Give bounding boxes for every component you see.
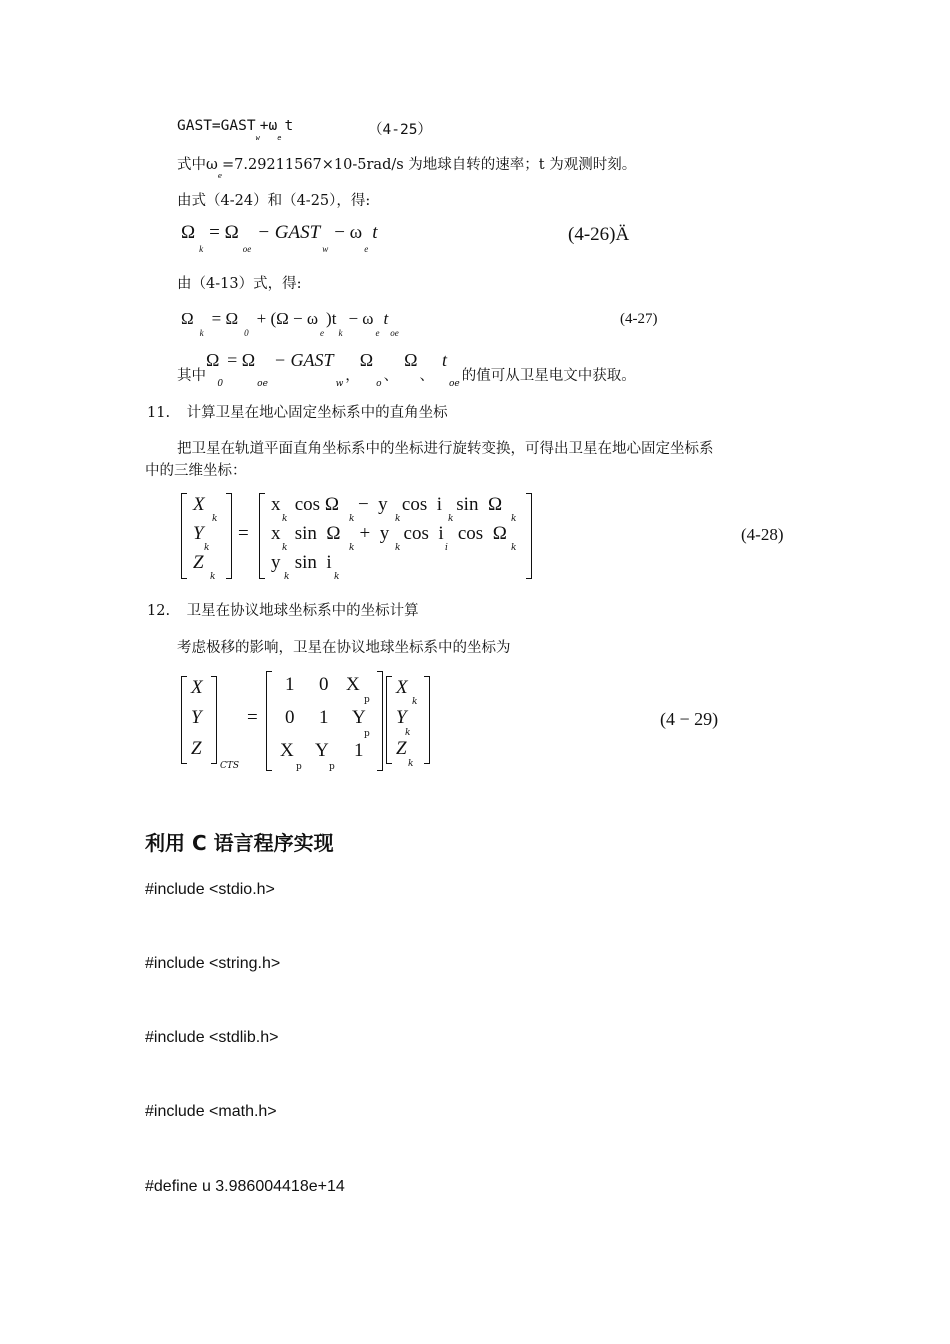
where-s-o1: 0 xyxy=(217,379,224,389)
eq-4-29-m11: 1 xyxy=(285,674,295,695)
eq-4-28-r3-sub1: k xyxy=(284,572,290,582)
eq-4-28-equals: = xyxy=(238,523,249,544)
eq-4-26 xyxy=(181,222,378,254)
eq-4-29-number: (4 − 29) xyxy=(660,709,719,729)
eq-4-28-r2-sub5: k xyxy=(511,543,517,553)
eq-4-28-vec-y-sub: k xyxy=(204,543,210,553)
item12-num: 12. xyxy=(147,603,171,619)
eq-4-29-m22: 1 xyxy=(319,707,329,728)
eq-4-25-number: （4-25） xyxy=(368,122,432,138)
eq-4-27-s4: k xyxy=(338,328,343,338)
eq-4-28-vec-z: Z xyxy=(193,552,204,573)
eq-4-27-p3: + (Ω − ω xyxy=(256,309,319,328)
code-line: #include <stdio.h> xyxy=(145,881,275,898)
eq-4-25-sub-w: w xyxy=(255,134,260,142)
where-o5: Ω xyxy=(404,350,418,370)
eq-4-29-vk-z-sub: k xyxy=(408,759,414,769)
eq-4-27-s2: 0 xyxy=(244,328,249,338)
item12-title: 卫星在协议地球坐标系中的坐标计算 xyxy=(186,603,419,619)
eq-4-28-vec-x: X xyxy=(193,494,205,515)
eq-4-28-vec-y: Y xyxy=(193,523,204,544)
where-line xyxy=(177,350,636,389)
where-o6: t xyxy=(441,350,447,370)
where-o1: Ω xyxy=(206,350,220,370)
eq-4-29-m32: Y xyxy=(315,740,329,761)
eq-4-28-row1: x cos Ω − y cos i sin Ω xyxy=(271,494,503,515)
item11-num: 11. xyxy=(147,405,171,421)
eq-4-29-m33: 1 xyxy=(354,740,364,761)
where-o2: = Ω xyxy=(227,350,256,370)
eq-4-26-rhs: = Ω xyxy=(209,222,239,243)
item12-para: 考虑极移的影响，卫星在协议地球坐标系中的坐标为 xyxy=(177,640,511,656)
eq-4-25-t: t xyxy=(284,118,294,134)
eq-4-28-vec-left-bracket xyxy=(181,493,187,579)
item11-heading xyxy=(147,401,448,422)
eq-4-26-number: (4-26)Ä xyxy=(568,224,630,245)
eq-4-29-cts: CTS xyxy=(220,761,240,771)
eq-4-29-m31-sub: p xyxy=(296,762,302,772)
eq-4-29-mat-left-bracket xyxy=(266,671,272,771)
eq-4-26-term: − GAST xyxy=(257,222,321,243)
eq-4-28-r1-sub4: k xyxy=(448,514,454,524)
from-413-line: 由（4-13）式，得: xyxy=(177,276,302,292)
eq-4-28-r1-sub5: k xyxy=(511,514,517,524)
item11-para2: 中的三维坐标： xyxy=(145,463,247,479)
where-s-o4: o xyxy=(376,379,382,389)
eq-4-29-equals: = xyxy=(247,707,258,728)
eq-4-29-vk-left-bracket xyxy=(386,676,392,764)
item11-para1: 把卫星在轨道平面直角坐标系中的坐标进行旋转变换，可得出卫星在地心固定坐标系 xyxy=(177,441,714,457)
eq-4-27 xyxy=(181,309,399,338)
eq-4-29-m23-sub: p xyxy=(364,729,370,739)
eq-4-27-s1: k xyxy=(199,328,204,338)
eq-4-29-vk-x: X xyxy=(396,677,408,698)
eq-4-29-vk-y-sub: k xyxy=(405,728,411,738)
eq-4-25-expr: GAST=GAST xyxy=(177,118,256,134)
eq-4-26-lhs: Ω xyxy=(181,222,196,243)
code-line: #define u 3.986004418e+14 xyxy=(145,1178,345,1195)
where-suffix: 的值可从卫星电文中获取。 xyxy=(461,368,636,384)
item11-title: 计算卫星在地心固定坐标系中的直角坐标 xyxy=(186,405,448,421)
where-comma: ， xyxy=(345,368,360,384)
eq-4-29-vec-y: Y xyxy=(191,707,202,728)
code-line: #include <math.h> xyxy=(145,1103,277,1120)
eq-4-29-m13-sub: p xyxy=(364,695,370,705)
eq-4-29-vec-z: Z xyxy=(191,738,202,759)
eq-4-28-vec-x-sub: k xyxy=(212,514,218,524)
eq-4-28-vec-z-sub: k xyxy=(210,572,216,582)
eq-4-26-omega-sub: e xyxy=(364,244,369,254)
eq-4-26-rhs-sub: oe xyxy=(242,244,252,254)
where-s-o6: oe xyxy=(449,379,460,389)
eq-4-26-term-sub: w xyxy=(322,244,329,254)
eq-4-28-row2: x sin Ω + y cos i cos Ω xyxy=(271,523,507,544)
eq-4-26-lhs-sub: k xyxy=(199,244,204,254)
eq-4-29-m31: X xyxy=(280,740,294,761)
eq-4-28-number: (4-28) xyxy=(741,525,784,544)
eq-4-29-vk-y: Y xyxy=(396,707,407,728)
eq-4-27-p4: )t xyxy=(326,309,337,328)
desc-suffix: =7.29211567×10-5rad/s 为地球自转的速率；t 为观测时刻。 xyxy=(221,157,637,173)
where-s-o2: oe xyxy=(257,379,268,389)
eq-4-25-sub-e: e xyxy=(277,134,282,142)
eq-4-29-m12: 0 xyxy=(319,674,329,695)
desc-line xyxy=(177,153,637,180)
where-o3: − GAST xyxy=(273,350,334,370)
eq-4-27-number: (4-27) xyxy=(620,311,658,327)
eq-4-27-s5: e xyxy=(375,328,380,338)
eq-4-26-omega: − ω xyxy=(334,222,363,243)
eq-4-29-m32-sub: p xyxy=(329,762,335,772)
eq-4-28-mat-left-bracket xyxy=(259,493,265,579)
eq-4-27-p2: = Ω xyxy=(211,309,239,328)
eq-4-28-r1-sub3: k xyxy=(395,514,401,524)
eq-4-29-m23: Y xyxy=(352,707,366,728)
eq-4-27-p6: t xyxy=(383,309,389,328)
eq-4-29-vec-left-bracket xyxy=(181,676,187,764)
eq-4-27-s6: oe xyxy=(390,328,399,338)
eq-4-28-r2-sub2: k xyxy=(349,543,355,553)
eq-4-28-r2-sub4: i xyxy=(445,543,448,553)
eq-4-28-r1-sub2: k xyxy=(349,514,355,524)
eq-4-27-p5: − ω xyxy=(348,309,374,328)
eq-4-25-line xyxy=(177,118,294,142)
eq-4-29-vk-z: Z xyxy=(396,738,407,759)
eq-4-28-vec-right-bracket xyxy=(226,493,232,579)
eq-4-27-s3: e xyxy=(320,328,325,338)
eq-4-29-vk-right-bracket xyxy=(424,676,430,764)
desc-prefix: 式中ω xyxy=(177,157,218,173)
from-line: 由式（4-24）和（4-25），得: xyxy=(177,193,371,209)
eq-4-28-mat-right-bracket xyxy=(526,493,532,579)
eq-4-29-mat-right-bracket xyxy=(377,671,383,771)
eq-4-28-row3: y sin i xyxy=(271,552,332,573)
eq-4-26-t: t xyxy=(372,222,378,243)
eq-4-29-vec-x: X xyxy=(191,677,203,698)
where-s-o3: w xyxy=(335,379,344,389)
eq-4-29-m21: 0 xyxy=(285,707,295,728)
where-sep2: 、 xyxy=(419,368,434,384)
where-o4: Ω xyxy=(359,350,374,370)
code-line: #include <string.h> xyxy=(145,955,281,972)
code-line: #include <stdlib.h> xyxy=(145,1029,279,1046)
eq-4-25-plus-omega: +ω xyxy=(259,118,278,134)
eq-4-28-r3-sub2: k xyxy=(334,572,340,582)
eq-4-29-vk-x-sub: k xyxy=(412,697,418,707)
item12-heading xyxy=(147,599,419,620)
eq-4-28-r1-sub1: k xyxy=(282,514,288,524)
eq-4-29-vec-right-bracket xyxy=(211,676,217,764)
where-sep1: 、 xyxy=(383,368,399,384)
eq-4-27-p1: Ω xyxy=(181,309,194,328)
eq-4-28-r2-sub1: k xyxy=(282,543,288,553)
eq-4-28-r2-sub3: k xyxy=(395,543,401,553)
where-prefix: 其中 xyxy=(177,368,206,384)
section-heading: 利用 C 语言程序实现 xyxy=(145,831,334,855)
desc-sub-e: e xyxy=(217,172,222,180)
eq-4-29-m13: X xyxy=(346,674,360,695)
